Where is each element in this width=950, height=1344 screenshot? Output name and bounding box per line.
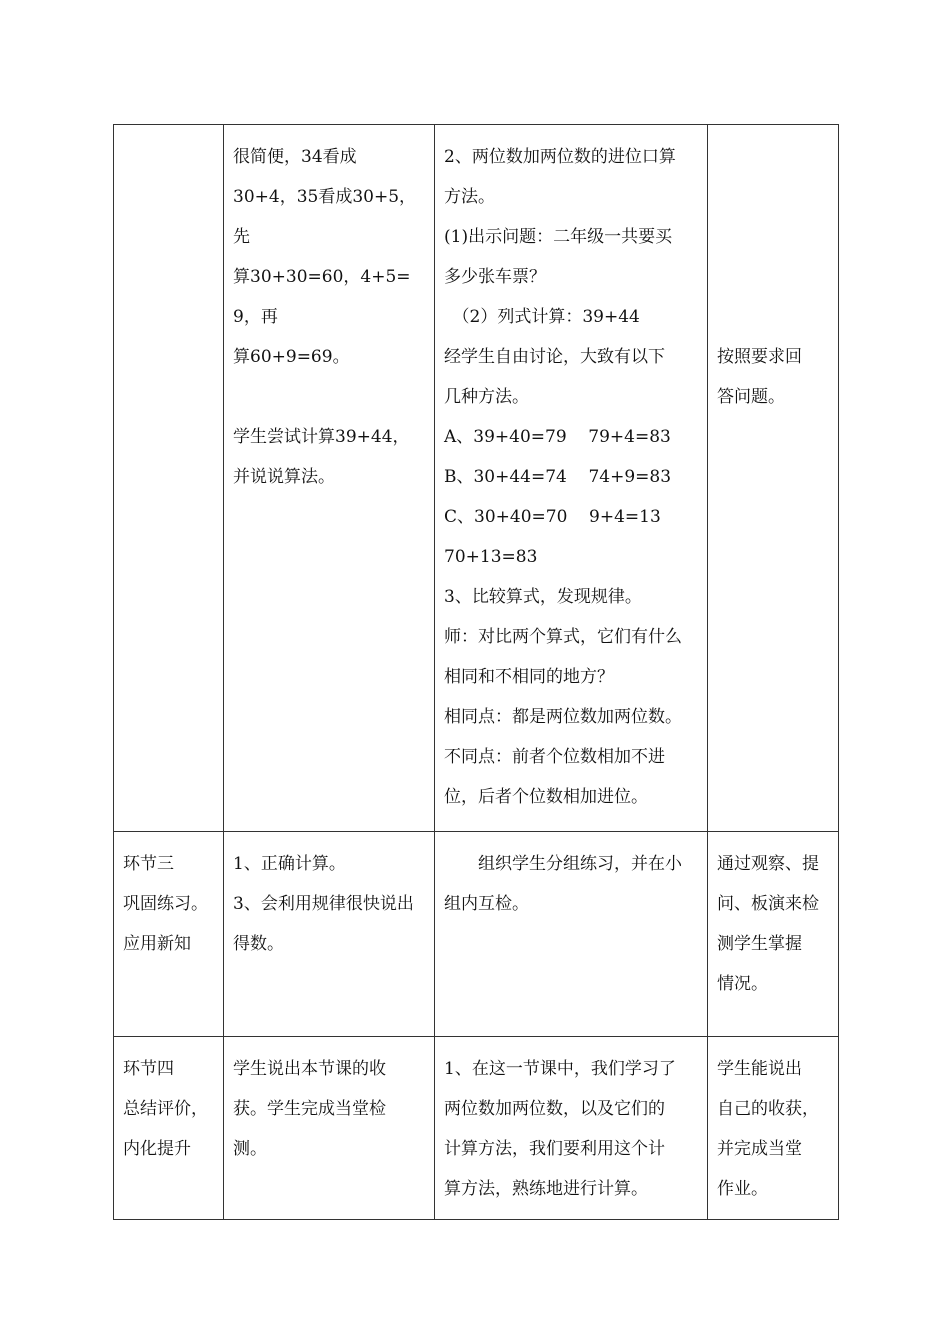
text-line: 70+13=83 xyxy=(444,547,538,567)
design-intent-cell xyxy=(708,125,839,832)
stage-cell-empty xyxy=(114,125,224,832)
text-line: 作业。 xyxy=(717,1179,768,1199)
text-line: 1、正确计算。 xyxy=(233,854,346,874)
teacher-activity-cell xyxy=(435,832,708,1037)
text-line: 答问题。 xyxy=(717,387,785,407)
text-line: 很简便，34看成 xyxy=(233,147,357,167)
text-line: 多少张车票？ xyxy=(444,267,546,287)
text-line: 相同点：都是两位数加两位数。 xyxy=(444,707,682,727)
stage-label: 巩固练习。 xyxy=(123,894,208,914)
text-line: A、39+40=79 79+4=83 xyxy=(444,427,671,447)
stage-cell xyxy=(114,1037,224,1220)
blank-line xyxy=(717,257,829,297)
text-line: （2）列式计算：39+44 xyxy=(452,307,640,327)
text-line: 计算方法，我们要利用这个计 xyxy=(444,1139,665,1159)
stage-label: 应用新知 xyxy=(123,934,191,954)
text-line: 学生能说出 xyxy=(717,1059,802,1079)
stage-label: 环节四 xyxy=(123,1059,174,1079)
blank-line xyxy=(717,297,829,337)
lesson-plan-table xyxy=(113,124,839,1220)
text-line: 并完成当堂 xyxy=(717,1139,802,1159)
text-line: 几种方法。 xyxy=(444,387,529,407)
stage-label: 内化提升 xyxy=(123,1139,191,1159)
text-line: 按照要求回 xyxy=(717,347,802,367)
stage-cell xyxy=(114,832,224,1037)
text-line: 3、比较算式，发现规律。 xyxy=(444,587,642,607)
text-line: 算方法，熟练地进行计算。 xyxy=(444,1179,648,1199)
text-line: 得数。 xyxy=(233,934,284,954)
blank-line xyxy=(717,137,829,177)
teacher-activity-cell xyxy=(435,1037,708,1220)
table-row-teaching-process xyxy=(114,125,839,832)
blank-line xyxy=(717,177,829,217)
text-line: 位，后者个位数相加进位。 xyxy=(444,787,648,807)
text-line: 经学生自由讨论，大致有以下 xyxy=(444,347,665,367)
text-line: 2、两位数加两位数的进位口算 xyxy=(444,147,676,167)
text-line: 自己的收获， xyxy=(717,1099,819,1119)
text-line: 测学生掌握 xyxy=(717,934,802,954)
student-activity-cell xyxy=(224,832,435,1037)
stage-label: 环节三 xyxy=(123,854,174,874)
text-line: 通过观察、提 xyxy=(717,854,819,874)
text-line: C、30+40=70 9+4=13 xyxy=(444,507,661,527)
blank-line xyxy=(717,217,829,257)
text-line: B、30+44=74 74+9=83 xyxy=(444,467,672,487)
text-line: 师：对比两个算式，它们有什么 xyxy=(444,627,682,647)
text-line: 学生说出本节课的收 xyxy=(233,1059,386,1079)
blank-line xyxy=(233,377,425,417)
design-intent-cell xyxy=(708,832,839,1037)
student-activity-cell xyxy=(224,1037,435,1220)
text-line: 并说说算法。 xyxy=(233,467,335,487)
stage-label: 总结评价， xyxy=(123,1099,208,1119)
text-line: 30+4，35看成30+5，先 xyxy=(233,187,417,247)
text-line: 算60+9=69。 xyxy=(233,347,350,367)
text-line: 算30+30=60，4+5=9，再 xyxy=(233,267,411,327)
table-row-stage-four xyxy=(114,1037,839,1220)
text-line: 相同和不相同的地方？ xyxy=(444,667,614,687)
teacher-activity-cell xyxy=(435,125,708,832)
text-line: 情况。 xyxy=(717,974,768,994)
text-line: 组织学生分组练习，并在小 xyxy=(478,854,682,874)
text-line: 测。 xyxy=(233,1139,267,1159)
student-activity-cell xyxy=(224,125,435,832)
text-line: 组内互检。 xyxy=(444,894,529,914)
text-line: 1、在这一节课中，我们学习了 xyxy=(444,1059,676,1079)
text-line: 3、会利用规律很快说出 xyxy=(233,894,414,914)
design-intent-cell xyxy=(708,1037,839,1220)
text-line: 两位数加两位数，以及它们的 xyxy=(444,1099,665,1119)
text-line: 方法。 xyxy=(444,187,495,207)
table-row-stage-three xyxy=(114,832,839,1037)
text-line: 获。学生完成当堂检 xyxy=(233,1099,386,1119)
text-line: (1)出示问题：二年级一共要买 xyxy=(444,227,673,247)
text-line: 学生尝试计算39+44， xyxy=(233,427,410,447)
text-line: 问、板演来检 xyxy=(717,894,819,914)
text-line: 不同点：前者个位数相加不进 xyxy=(444,747,665,767)
